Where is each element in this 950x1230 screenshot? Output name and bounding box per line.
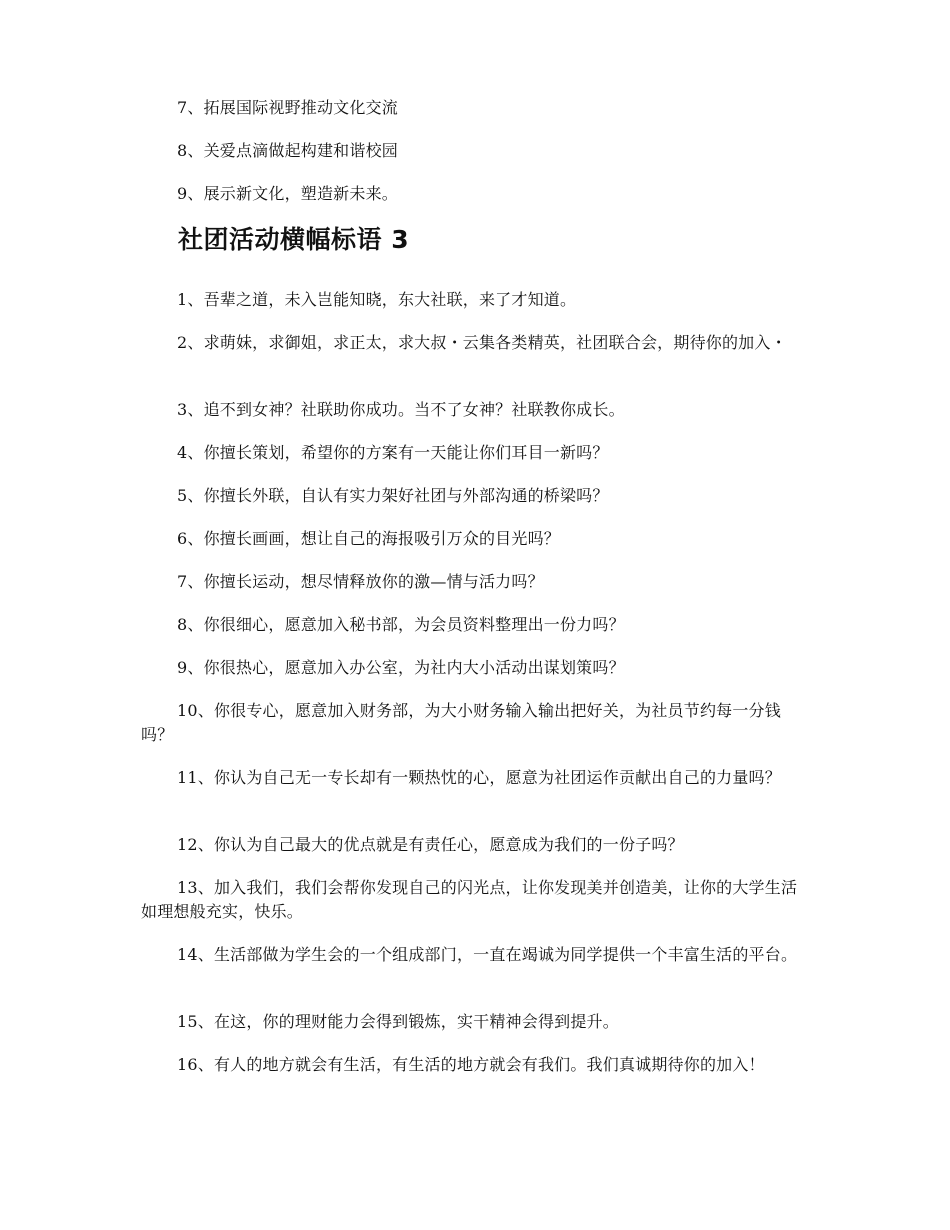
list-item: 15、在这，你的理财能力会得到锻炼，实干精神会得到提升。 [177, 1012, 619, 1031]
list-item: 9、你很热心，愿意加入办公室，为社内大小活动出谋划策吗？ [177, 658, 625, 677]
list-item: 3、追不到女神？社联助你成功。当不了女神？社联教你成长。 [177, 400, 625, 419]
list-item: 8、你很细心，愿意加入秘书部，为会员资料整理出一份力吗？ [177, 615, 625, 634]
list-item: 16、有人的地方就会有生活，有生活的地方就会有我们。我们真诚期待你的加入！ [177, 1055, 765, 1074]
list-item: 9、展示新文化，塑造新未来。 [177, 184, 398, 203]
list-item: 5、你擅长外联，自认有实力架好社团与外部沟通的桥梁吗？ [177, 486, 609, 505]
list-item: 12、你认为自己最大的优点就是有责任心，愿意成为我们的一份子吗？ [177, 835, 684, 854]
list-item: 14、生活部做为学生会的一个组成部门，一直在竭诚为同学提供一个丰富生活的平台。 [177, 945, 798, 964]
list-item: 6、你擅长画画，想让自己的海报吸引万众的目光吗？ [177, 529, 560, 548]
list-item: 10、你很专心，愿意加入财务部，为大小财务输入输出把好关，为社员节约每一分钱吗？ [141, 701, 781, 744]
section-title: 社团活动横幅标语 3 [178, 225, 410, 254]
list-item: 11、你认为自己无一专长却有一颗热忱的心，愿意为社团运作贡献出自己的力量吗？ [177, 768, 781, 787]
list-item: 2、求萌妹，求御姐，求正太，求大叔・云集各类精英，社团联合会，期待你的加入・ [177, 333, 787, 352]
list-item: 7、拓展国际视野推动文化交流 [177, 98, 398, 117]
list-item: 4、你擅长策划，希望你的方案有一天能让你们耳目一新吗？ [177, 443, 609, 462]
list-item: 7、你擅长运动，想尽情释放你的激—情与活力吗？ [177, 572, 544, 591]
list-item: 13、加入我们，我们会帮你发现自己的闪光点，让你发现美并创造美，让你的大学生活如理想般充实，快乐。 [141, 878, 798, 921]
list-item: 1、吾辈之道，未入岂能知晓，东大社联，来了才知道。 [177, 290, 577, 309]
list-item: 8、关爱点滴做起构建和谐校园 [177, 141, 398, 160]
